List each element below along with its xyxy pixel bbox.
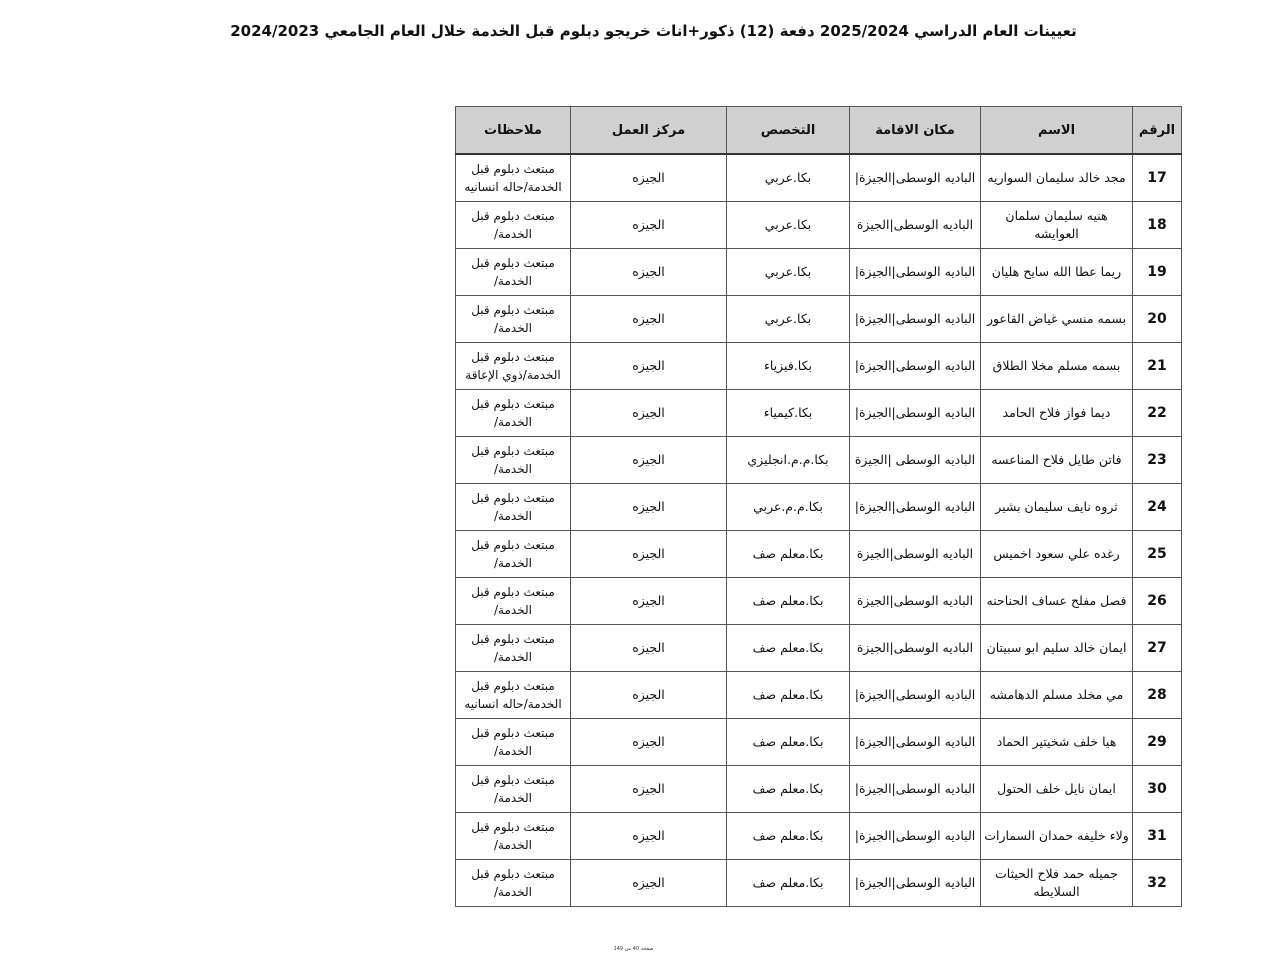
cell-num: 25 (1133, 531, 1182, 578)
cell-specialty: بكا.معلم صف (727, 719, 850, 766)
cell-num: 31 (1133, 813, 1182, 860)
cell-num: 23 (1133, 437, 1182, 484)
table-row (456, 484, 1182, 531)
cell-specialty: بكا.عربي (727, 202, 850, 249)
table-row (456, 578, 1182, 625)
cell-specialty: بكا.معلم صف (727, 531, 850, 578)
cell-num: 28 (1133, 672, 1182, 719)
cell-notes: مبتعث دبلوم قبل الخدمة/ (456, 578, 571, 625)
cell-specialty: بكا.عربي (727, 154, 850, 202)
table-row (456, 296, 1182, 343)
cell-specialty: بكا.م.م.انجليزي (727, 437, 850, 484)
cell-specialty: بكا.عربي (727, 249, 850, 296)
cell-workplace: الجيزه (571, 578, 727, 625)
cell-specialty: بكا.فيزياء (727, 343, 850, 390)
cell-workplace: الجيزه (571, 390, 727, 437)
cell-residence: الباديه الوسطى|الجيزة| (850, 154, 981, 202)
cell-residence: الباديه الوسطى|الجيزة (850, 578, 981, 625)
cell-notes: مبتعث دبلوم قبل الخدمة/ (456, 766, 571, 813)
cell-specialty: بكا.م.م.عربي (727, 484, 850, 531)
cell-num: 22 (1133, 390, 1182, 437)
table-row (456, 813, 1182, 860)
header-specialty: التخصص (727, 107, 850, 155)
cell-residence: الباديه الوسطى|الجيزة (850, 625, 981, 672)
cell-workplace: الجيزه (571, 719, 727, 766)
cell-residence: الباديه الوسطى|الجيزة| (850, 813, 981, 860)
cell-residence: الباديه الوسطى|الجيزة (850, 531, 981, 578)
header-num: الرقم (1133, 107, 1182, 155)
table-row (456, 202, 1182, 249)
cell-num: 29 (1133, 719, 1182, 766)
page-title (0, 22, 1267, 40)
cell-residence: الباديه الوسطى|الجيزة| (850, 719, 981, 766)
table-row (456, 860, 1182, 907)
cell-num: 21 (1133, 343, 1182, 390)
cell-name: فاتن طايل فلاح المناعسه (981, 437, 1133, 484)
cell-specialty: بكا.معلم صف (727, 578, 850, 625)
cell-num: 19 (1133, 249, 1182, 296)
cell-notes: مبتعث دبلوم قبل الخدمة/حاله انسانيه (456, 154, 571, 202)
cell-num: 18 (1133, 202, 1182, 249)
cell-residence: الباديه الوسطى|الجيزة| (850, 249, 981, 296)
cell-residence: الباديه الوسطى|الجيزة| (850, 766, 981, 813)
cell-workplace: الجيزه (571, 813, 727, 860)
cell-residence: الباديه الوسطى|الجيزة| (850, 484, 981, 531)
appointments-table (455, 106, 1182, 907)
cell-num: 26 (1133, 578, 1182, 625)
cell-workplace: الجيزه (571, 249, 727, 296)
cell-workplace: الجيزه (571, 343, 727, 390)
cell-num: 30 (1133, 766, 1182, 813)
cell-notes: مبتعث دبلوم قبل الخدمة/ (456, 531, 571, 578)
cell-num: 24 (1133, 484, 1182, 531)
cell-residence: الباديه الوسطى |الجيزة (850, 437, 981, 484)
cell-residence: الباديه الوسطى|الجيزة| (850, 296, 981, 343)
cell-name: ديما فواز فلاح الحامد (981, 390, 1133, 437)
cell-notes: مبتعث دبلوم قبل الخدمة/حاله انسانيه (456, 672, 571, 719)
cell-specialty: بكا.معلم صف (727, 672, 850, 719)
cell-name: بسمه مسلم مخلا الطلاق (981, 343, 1133, 390)
table-row (456, 766, 1182, 813)
cell-workplace: الجيزه (571, 672, 727, 719)
cell-residence: الباديه الوسطى|الجيزة| (850, 672, 981, 719)
table-row (456, 437, 1182, 484)
cell-name: ايمان خالد سليم ابو سبيتان (981, 625, 1133, 672)
header-residence: مكان الاقامة (850, 107, 981, 155)
table-row (456, 672, 1182, 719)
cell-name: جميله حمد فلاح الحيثات السلايطه (981, 860, 1133, 907)
cell-notes: مبتعث دبلوم قبل الخدمة/ (456, 719, 571, 766)
cell-notes: مبتعث دبلوم قبل الخدمة/ (456, 390, 571, 437)
table-row (456, 531, 1182, 578)
cell-workplace: الجيزه (571, 154, 727, 202)
cell-workplace: الجيزه (571, 531, 727, 578)
cell-notes: مبتعث دبلوم قبل الخدمة/ (456, 625, 571, 672)
cell-residence: الباديه الوسطى|الجيزة (850, 202, 981, 249)
cell-name: بسمه منسي غياض القاعور (981, 296, 1133, 343)
cell-name: فصل مفلح عساف الحناحنه (981, 578, 1133, 625)
cell-specialty: بكا.عربي (727, 296, 850, 343)
cell-specialty: بكا.كيمياء (727, 390, 850, 437)
cell-workplace: الجيزه (571, 437, 727, 484)
cell-workplace: الجيزه (571, 766, 727, 813)
cell-residence: الباديه الوسطى|الجيزة| (850, 390, 981, 437)
cell-notes: مبتعث دبلوم قبل الخدمة/ (456, 202, 571, 249)
cell-workplace: الجيزه (571, 625, 727, 672)
cell-notes: مبتعث دبلوم قبل الخدمة/ (456, 249, 571, 296)
cell-name: ايمان نايل خلف الحتول (981, 766, 1133, 813)
table-row (456, 154, 1182, 202)
cell-specialty: بكا.معلم صف (727, 625, 850, 672)
cell-residence: الباديه الوسطى|الجيزة| (850, 343, 981, 390)
cell-num: 20 (1133, 296, 1182, 343)
cell-notes: مبتعث دبلوم قبل الخدمة/ (456, 813, 571, 860)
header-name: الاسم (981, 107, 1133, 155)
cell-name: ثروه نايف سليمان بشير (981, 484, 1133, 531)
cell-name: مي مخلد مسلم الدهامشه (981, 672, 1133, 719)
cell-workplace: الجيزه (571, 296, 727, 343)
cell-num: 27 (1133, 625, 1182, 672)
table-body (456, 154, 1182, 907)
cell-residence: الباديه الوسطى|الجيزة| (850, 860, 981, 907)
cell-specialty: بكا.معلم صف (727, 813, 850, 860)
cell-notes: مبتعث دبلوم قبل الخدمة/ (456, 296, 571, 343)
cell-workplace: الجيزه (571, 484, 727, 531)
table-row (456, 249, 1182, 296)
cell-notes: مبتعث دبلوم قبل الخدمة/ (456, 484, 571, 531)
page-footer: صفحة 40 من 149 (613, 946, 654, 952)
cell-num: 32 (1133, 860, 1182, 907)
cell-workplace: الجيزه (571, 202, 727, 249)
cell-notes: مبتعث دبلوم قبل الخدمة/ (456, 437, 571, 484)
table-row (456, 343, 1182, 390)
cell-name: مجد خالد سليمان السواريه (981, 154, 1133, 202)
page-title-text: تعيينات العام الدراسي 2025/2024 دفعة (12) ذكور+اناث خريجو دبلوم قبل الخدمة خلال العام الجامعي 2024/2023 (230, 22, 1077, 40)
table-row (456, 625, 1182, 672)
cell-name: رغده علي سعود اخميس (981, 531, 1133, 578)
table-row (456, 719, 1182, 766)
cell-notes: مبتعث دبلوم قبل الخدمة/ (456, 860, 571, 907)
cell-name: هنيه سليمان سلمان العوايشه (981, 202, 1133, 249)
header-workplace: مركز العمل (571, 107, 727, 155)
header-notes: ملاحظات (456, 107, 571, 155)
table-header-row (456, 107, 1182, 155)
cell-workplace: الجيزه (571, 860, 727, 907)
table-row (456, 390, 1182, 437)
cell-name: ولاء خليفه حمدان السمارات (981, 813, 1133, 860)
cell-specialty: بكا.معلم صف (727, 860, 850, 907)
cell-name: ريما عطا الله سايح هليان (981, 249, 1133, 296)
cell-name: هيا خلف شخيتير الحماد (981, 719, 1133, 766)
cell-specialty: بكا.معلم صف (727, 766, 850, 813)
cell-notes: مبتعث دبلوم قبل الخدمة/ذوي الإعاقة (456, 343, 571, 390)
cell-num: 17 (1133, 154, 1182, 202)
